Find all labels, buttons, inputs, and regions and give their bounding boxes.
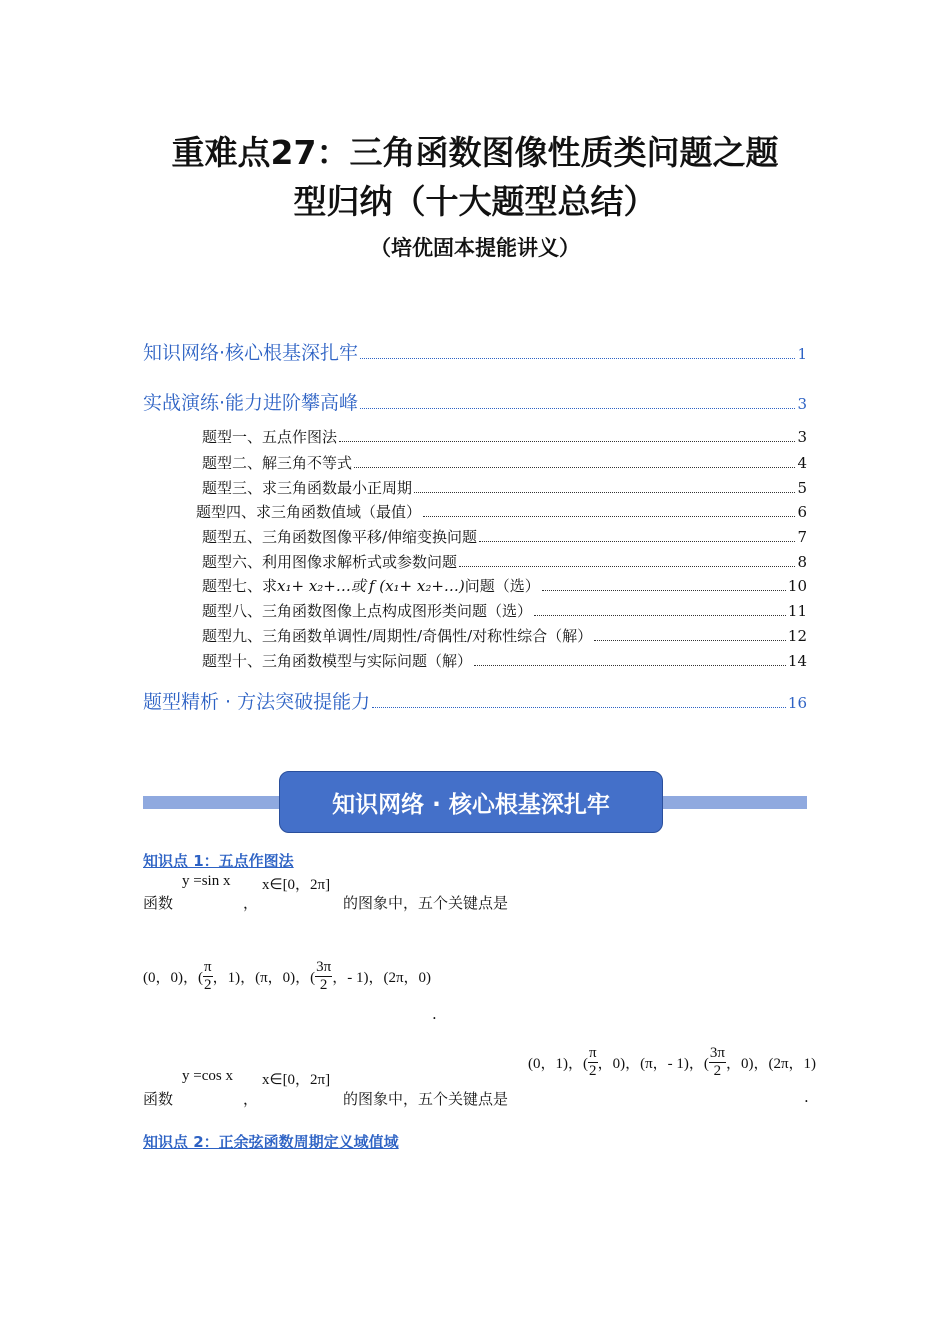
toc-page: 6 bbox=[797, 503, 807, 521]
sin-points-part-c: ，- 1)，(2π，0) bbox=[332, 970, 432, 986]
sin-function-formula: y =sin x bbox=[182, 873, 231, 889]
toc-page: 3 bbox=[797, 395, 807, 413]
toc-sub-label: 题型三、求三角函数最小正周期 bbox=[202, 479, 413, 497]
toc-page: 12 bbox=[787, 627, 807, 645]
toc-leader bbox=[372, 707, 786, 708]
knowledge-point-1-heading: 知识点 1：五点作图法 bbox=[143, 852, 294, 870]
three-pi-over-2-fraction bbox=[315, 960, 332, 993]
fraction-numerator: 3π bbox=[709, 1045, 725, 1061]
section-banner: 知识网络 · 核心根基深扎牢 bbox=[279, 771, 663, 833]
toc-entry-practice[interactable] bbox=[143, 388, 807, 415]
pi-over-2-fraction bbox=[588, 1046, 598, 1079]
toc-entry-knowledge[interactable] bbox=[143, 338, 807, 365]
sin-points-part-b: ，1)，(π，0)，( bbox=[212, 970, 316, 986]
toc-page: 1 bbox=[797, 345, 807, 363]
kp1-row1-suffix: 的图象中，五个关键点是 bbox=[343, 894, 509, 912]
toc-page: 10 bbox=[787, 577, 807, 595]
toc-sub-label: 题型一、五点作图法 bbox=[202, 428, 338, 446]
toc-leader bbox=[542, 590, 786, 591]
toc-sub-label: 题型六、利用图像求解析式或参数问题 bbox=[202, 553, 458, 571]
toc-page: 8 bbox=[797, 553, 807, 571]
kp1-row1-period: . bbox=[432, 1005, 437, 1023]
toc-page: 4 bbox=[797, 454, 807, 472]
kp1-row2-prefix: 函数 bbox=[143, 1090, 174, 1108]
toc-leader bbox=[479, 541, 795, 542]
fraction-denominator: 2 bbox=[589, 1063, 597, 1079]
toc-leader bbox=[360, 408, 795, 409]
fraction-numerator: 3π bbox=[316, 959, 332, 975]
toc-leader bbox=[414, 492, 795, 493]
toc-leader bbox=[339, 441, 795, 442]
toc-sub-entry-9[interactable] bbox=[202, 625, 807, 646]
toc-math-function: f (x₁+ x₂+…) bbox=[368, 577, 465, 595]
toc-leader bbox=[459, 566, 795, 567]
toc-sub-label: 题型八、三角函数图像上点构成图形类问题（选） bbox=[202, 602, 533, 620]
kp1-row2-comma: ， bbox=[243, 1090, 259, 1108]
fraction-denominator: 2 bbox=[319, 977, 328, 993]
toc-sub-entry-1[interactable] bbox=[202, 426, 807, 447]
fraction-numerator: π bbox=[204, 959, 212, 975]
toc-sub-label: 题型九、三角函数单调性/周期性/奇偶性/对称性综合（解） bbox=[202, 627, 593, 645]
toc-leader bbox=[354, 467, 795, 468]
toc-label: 题型精析 · 方法突破提能力 bbox=[143, 691, 371, 713]
toc-sub-label: 题型四、求三角函数值域（最值） bbox=[196, 503, 422, 521]
document-title-line1: 重难点27：三角函数图像性质类问题之题 bbox=[171, 133, 779, 172]
toc-leader bbox=[360, 358, 795, 359]
toc-label: 知识网络·核心根基深扎牢 bbox=[143, 342, 359, 364]
toc-sub-entry-2[interactable] bbox=[202, 452, 807, 473]
cos-points-part-b: ，0)，(π，- 1)，( bbox=[597, 1056, 709, 1072]
kp1-row1-prefix: 函数 bbox=[143, 894, 174, 912]
sin-points-part-a: (0，0)，( bbox=[143, 970, 203, 986]
cos-key-points bbox=[528, 1046, 816, 1079]
kp1-row2-suffix: 的图象中，五个关键点是 bbox=[343, 1090, 509, 1108]
toc-sub-entry-6[interactable] bbox=[202, 551, 807, 572]
toc-sub-entry-3[interactable] bbox=[202, 477, 807, 498]
kp1-row2-period: . bbox=[804, 1088, 809, 1106]
three-pi-over-2-fraction bbox=[709, 1046, 726, 1079]
toc-leader bbox=[423, 516, 795, 517]
sin-domain: x∈[0，2π] bbox=[262, 877, 331, 893]
toc-sub-entry-8[interactable] bbox=[202, 600, 807, 621]
toc-sub-label: 题型五、三角函数图像平移/伸缩变换问题 bbox=[202, 528, 478, 546]
sin-key-points bbox=[143, 960, 431, 993]
toc-sub-entry-10[interactable] bbox=[202, 650, 807, 671]
toc-page: 5 bbox=[797, 479, 807, 497]
toc-page: 3 bbox=[797, 428, 807, 446]
toc-sub-entry-5[interactable] bbox=[202, 526, 807, 547]
pi-over-2-fraction bbox=[203, 960, 213, 993]
toc-leader bbox=[534, 615, 786, 616]
toc-page: 16 bbox=[787, 694, 807, 712]
toc-leader bbox=[594, 640, 786, 641]
toc-page: 7 bbox=[797, 528, 807, 546]
toc-page: 11 bbox=[787, 602, 807, 620]
toc-entry-methods[interactable] bbox=[143, 687, 807, 714]
toc-math-or: 或 bbox=[350, 577, 366, 595]
cos-points-part-a: (0，1)，( bbox=[528, 1056, 588, 1072]
toc-sub-label: 题型十、三角函数模型与实际问题（解） bbox=[202, 652, 473, 670]
fraction-denominator: 2 bbox=[713, 1063, 722, 1079]
document-subtitle: （培优固本提能讲义） bbox=[370, 236, 580, 260]
fraction-numerator: π bbox=[589, 1045, 597, 1061]
cos-points-part-c: ，0)，(2π，1) bbox=[725, 1056, 817, 1072]
toc-sub-label: 题型七、求 bbox=[202, 577, 278, 595]
fraction-denominator: 2 bbox=[204, 977, 212, 993]
toc-leader bbox=[474, 665, 786, 666]
toc-sub-entry-7[interactable] bbox=[202, 575, 807, 596]
toc-sub-label-suffix: 问题（选） bbox=[464, 577, 540, 595]
kp1-row1-comma: ， bbox=[243, 894, 259, 912]
knowledge-point-2-heading: 知识点 2：正余弦函数周期定义域值域 bbox=[143, 1133, 399, 1151]
toc-sub-entry-4[interactable] bbox=[196, 501, 807, 522]
toc-math-sum: x₁+ x₂+… bbox=[277, 577, 351, 595]
document-title-line2: 型归纳（十大题型总结） bbox=[293, 182, 657, 221]
toc-label: 实战演练·能力进阶攀高峰 bbox=[143, 392, 359, 414]
toc-sub-label: 题型二、解三角不等式 bbox=[202, 454, 353, 472]
cos-function-formula: y =cos x bbox=[182, 1068, 233, 1084]
cos-domain: x∈[0，2π] bbox=[262, 1072, 331, 1088]
toc-page: 14 bbox=[787, 652, 807, 670]
